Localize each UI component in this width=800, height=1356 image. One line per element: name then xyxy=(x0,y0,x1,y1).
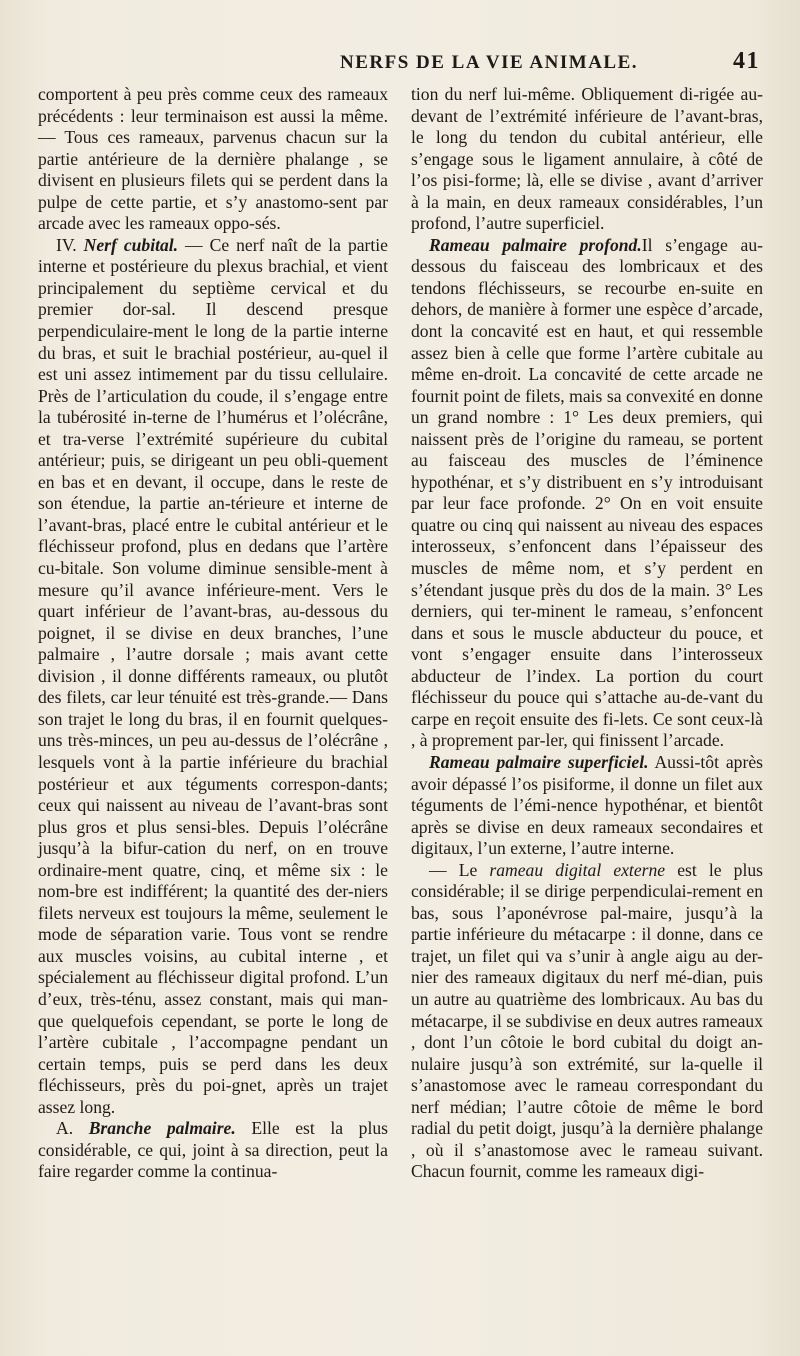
paragraph-rameau-superficiel xyxy=(411,752,763,860)
page-number: 41 xyxy=(733,48,760,74)
subsection-heading-rameau-profond: Rameau palmaire profond. xyxy=(429,234,642,255)
paragraph-continuation: tion du nerf lui-même. Obliquement di-rigée au-devant de l’extrémité inférieure de l’avant-bras, le long du tendon du cubital antérieur, elle s’engage sous le ligament annulaire, à côté de l’os pisi-forme; là, elle se divise , avant d’arriver à la main, en deux rameaux considérables, l’un profond, l’autre superficiel. xyxy=(411,84,763,234)
paragraph-text: est le plus considérable; il se dirige perpendiculai-rement en bas, sous l’aponévrose pal-maire, jusqu’à la partie inférieure du métacarpe : il donne, dans ce trajet, un filet qui va s’unir à angle aigu au der-nier des rameaux digitaux du nerf mé-dian, puis un autre au quatrième des lombricaux. Au bas du métacarpe, il se subdivise en deux autres rameaux , dont l’un côtoie le bord cubital du doigt an-nulaire jusqu’à son extrémité, sur la-quelle il s’anastomose avec le rameau correspondant du nerf médian; l’autre côtoie de même le bord radial du petit doigt, jusqu’à la dernière phalange , où il s’anastomose avec le rameau suivant. Chacun fournit, comme les rameaux digi- xyxy=(411,859,764,1182)
paragraph-text: — Ce nerf naît de la partie interne et postérieure du plexus brachial, et vient principalement du septième cervical et du premier dor-sal. Il descend presque perpendiculaire-ment le long de la partie interne du bras, et suit le brachial postérieur, au-quel il est uni assez intimement par du tissu cellulaire. Près de l’articulation du coude, il s’engage entre la tubérosité in-terne de l’humérus et l’olécrâne, et tra-verse l’extrémité supérieure du cubital antérieur; puis, se dirigeant un peu obli-quement en bas et en devant, il occupe, dans le reste de son étendue, la partie an-térieure et interne de l’avant-bras, placé entre le cubital antérieur et le fléchisseur profond, plus en dedans que l’artère cu-bitale. Son volume diminue sensible-ment à mesure qu’il avance inférieure-ment. Vers le quart inférieur de l’avant-bras, au-dessous du poignet, il se divise en deux branches, l’une palmaire , l’autre dorsale ; mais avant cette division , il donne différents rameaux, ou plutôt des filets, car leur ténuité est très-grande.— Dans son trajet le long du bras, il en fournit quelques-uns très-minces, un peu au-dessus de l’olécrâne , lesquels vont à la partie inférieure du brachial postérieur et aux téguments correspon-dants; ceux qui naissent au niveau de l’avant-bras sont plus gros et plus sensi-bles. Depuis l’olécrâne jusqu’à la bifur-cation du nerf, on en trouve ordinaire-ment quatre, cinq, et même six : le nom-bre est indifférent; la quantité des der-niers filets nerveux est toujours la même, seulement le mode de séparation varie. Tous vont se rendre aux muscles voisins, au cubital interne , et spécialement au fléchisseur digital profond. L’un d’eux, très-ténu, assez constant, mais qui man-que quelquefois cependant, se porte le long de l’artère cubitale , l’accompagne pendant un certain temps, puis se perd dans les deux fléchisseurs, près du poi-gnet, après un trajet assez long. xyxy=(38,234,388,1117)
paragraph-rameau-profond xyxy=(411,235,763,752)
section-heading-nerf-cubital: Nerf cubital. xyxy=(83,234,179,255)
right-column xyxy=(411,84,763,1183)
subsection-heading-branche-palmaire: Branche palmaire. xyxy=(88,1118,236,1139)
paragraph-branche-palmaire xyxy=(38,1118,388,1183)
section-number: IV. xyxy=(56,234,84,255)
paragraph-text: Aussi-tôt après avoir dépassé l’os pisiforme, il donne un filet aux téguments de l’émi-nence hypothénar, et bientôt après se divise en deux rameaux secondaires et digitaux, l’un externe, l’autre interne. xyxy=(411,751,763,859)
term-rameau-digital-externe: rameau digital externe xyxy=(489,859,666,880)
running-title: NERFS DE LA VIE ANIMALE. xyxy=(340,52,639,73)
paragraph-nerf-cubital xyxy=(38,235,388,1118)
left-column xyxy=(38,84,388,1183)
paragraph-rameau-digital-externe xyxy=(411,860,763,1183)
paragraph-continuation: comportent à peu près comme ceux des rameaux précédents : leur terminaison est aussi la même. — Tous ces rameaux, parvenus chacun sur la partie antérieure de la dernière phalange , se divisent en plusieurs filets qui se perdent dans la pulpe de cette partie, et s’y anastomo-sent par arcade avec les rameaux oppo-sés. xyxy=(38,84,388,234)
subsection-letter: A. xyxy=(56,1118,89,1139)
paragraph-text: Elle est la plus considérable, ce qui, joint à sa direction, peut la faire regarder comme la continua- xyxy=(38,1118,388,1182)
paragraph-lead: — Le xyxy=(429,859,490,880)
paragraph-text: Il s’engage au-dessous du faisceau des lombricaux et des tendons fléchisseurs, se recourbe en-suite en dehors, de manière à former une espèce d’arcade, dont la concavité est en haut, et qui ressemble assez bien à celle que forme l’artère cubitale au même en-droit. La concavité de cette arcade ne fournit point de filets, mais sa convexité en donne un grand nombre : 1° Les deux premiers, qui naissent près de l’origine du rameau, se portent au faisceau des muscles de l’éminence hypothénar, et s’y distribuent en s’y introduisant par leur face profonde. 2° On en voit ensuite quatre ou cinq qui naissent au niveau des espaces interosseux, s’enfoncent dans l’épaisseur des muscles de même nom, et s’y perdent en s’étendant jusque près du dos de la main. 3° Les derniers, qui ter-minent le rameau, s’enfoncent dans et sous le muscle abducteur du pouce, et vont s’engager ensuite dans l’interosseux abducteur de l’index. La portion du court fléchisseur du pouce qui s’attache au-de-vant du carpe en reçoit ensuite des fi-lets. Ce sont ceux-là , à proprement par-ler, qui finissent l’arcade. xyxy=(411,234,763,751)
subsection-heading-rameau-superficiel: Rameau palmaire superficiel. xyxy=(429,751,649,772)
